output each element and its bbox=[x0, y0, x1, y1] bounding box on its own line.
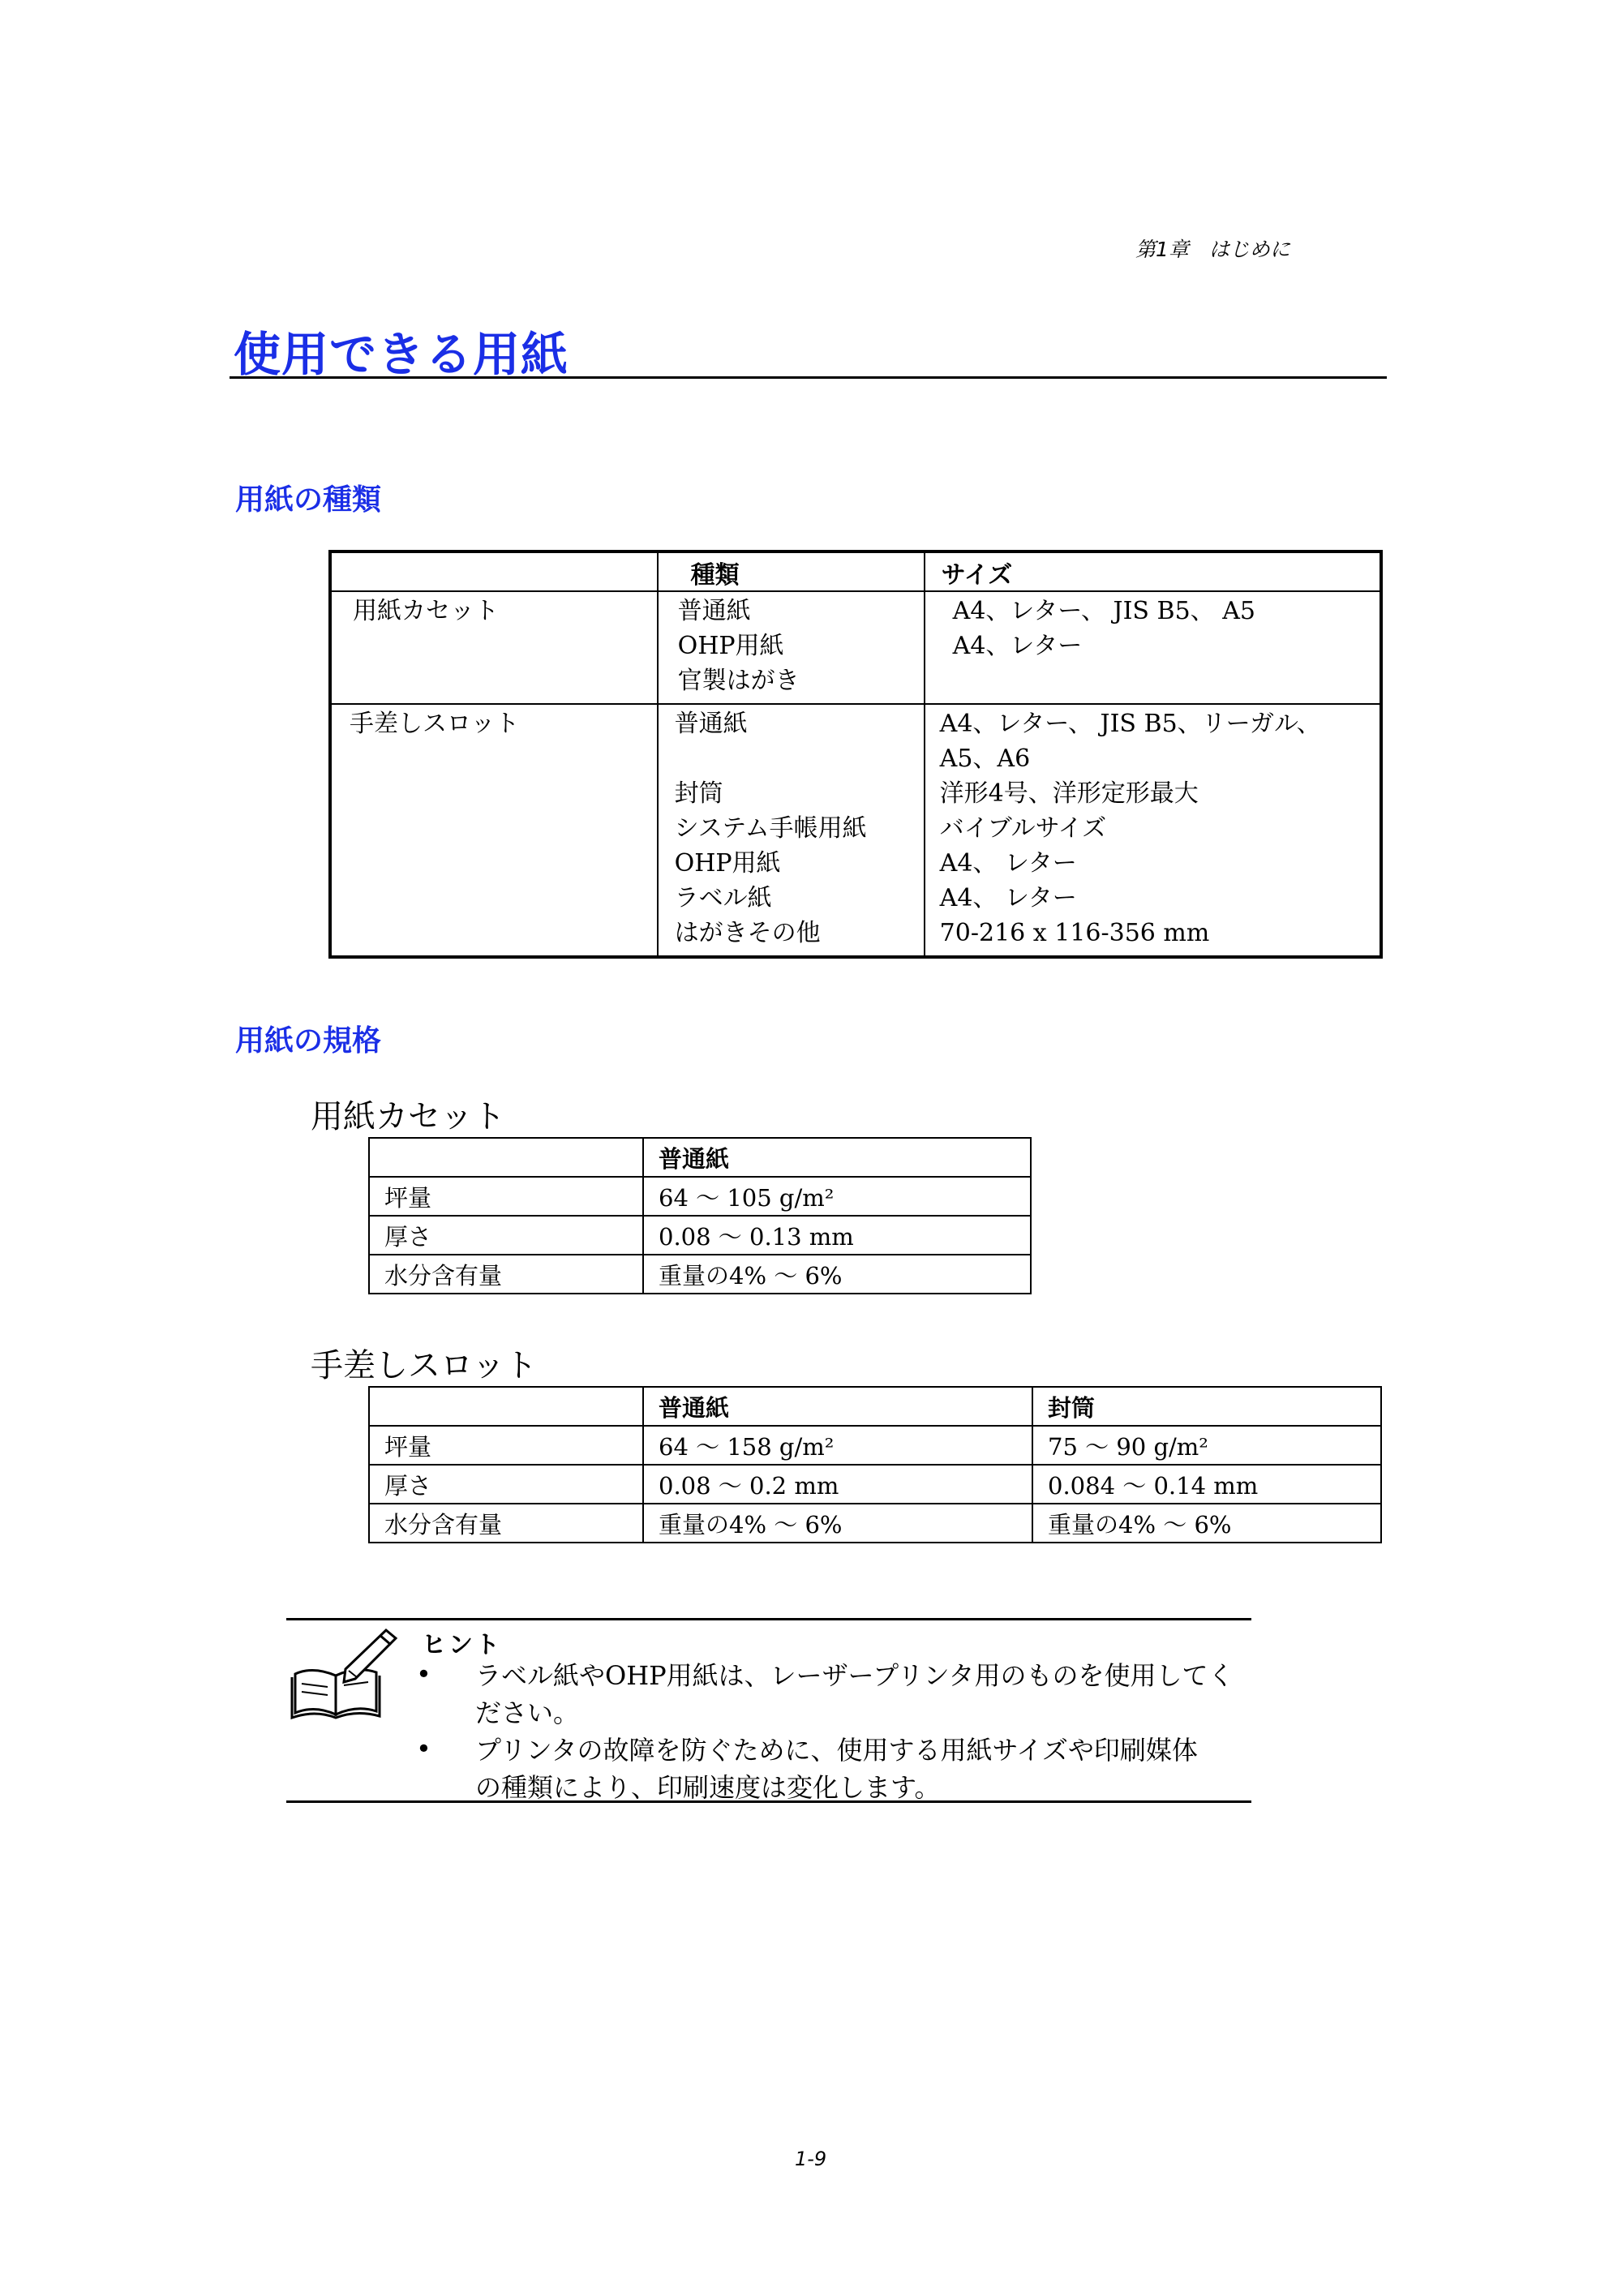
bullet-icon: • bbox=[416, 1733, 431, 1764]
hint-item bbox=[475, 1657, 1270, 1732]
section-heading-paper-types: 用紙の種類 bbox=[235, 483, 382, 517]
spec-label: 水分含有量 bbox=[369, 1504, 643, 1543]
spec-header-blank bbox=[369, 1138, 643, 1177]
paper-size: バイブルサイズ bbox=[939, 814, 1107, 843]
table-row bbox=[369, 1504, 1381, 1543]
hint-item bbox=[475, 1732, 1270, 1806]
bullet-icon: • bbox=[416, 1659, 431, 1689]
paper-size-cell bbox=[925, 704, 1381, 957]
chapter-header: 第1章 はじめに bbox=[1135, 238, 1290, 261]
hint-line: プリンタの故障を防ぐために、使用する用紙サイズや印刷媒体 bbox=[475, 1735, 1198, 1766]
paper-size: A4、 レター bbox=[939, 849, 1077, 878]
spec-label: 厚さ bbox=[369, 1465, 643, 1504]
spec-value: 重量の4% 〜 6% bbox=[643, 1255, 1031, 1294]
paper-type-cell bbox=[658, 591, 925, 704]
table-row bbox=[369, 1216, 1031, 1255]
paper-size: 70-216 x 116-356 mm bbox=[939, 919, 1210, 947]
paper-source-cell bbox=[330, 591, 658, 704]
spec-value: 0.08 〜 0.2 mm bbox=[643, 1465, 1032, 1504]
page-title: 使用できる用紙 bbox=[234, 327, 569, 382]
paper-type: OHP用紙 bbox=[674, 849, 781, 878]
spec-label: 厚さ bbox=[369, 1216, 643, 1255]
hint-top-rule bbox=[286, 1618, 1251, 1620]
spec-label: 水分含有量 bbox=[369, 1255, 643, 1294]
title-rule bbox=[230, 376, 1387, 379]
section-heading-paper-specs: 用紙の規格 bbox=[235, 1024, 382, 1058]
column-header-size: サイズ bbox=[925, 551, 1381, 591]
spec-label: 坪量 bbox=[369, 1177, 643, 1216]
paper-size: A4、レター、 JIS B5、リーガル、 bbox=[939, 710, 1321, 738]
table-row bbox=[369, 1426, 1381, 1465]
paper-type: 普通紙 bbox=[674, 710, 748, 738]
spec-value: 64 〜 158 g/m² bbox=[643, 1426, 1032, 1465]
table-row bbox=[330, 704, 1381, 957]
spec-value: 64 〜 105 g/m² bbox=[643, 1177, 1031, 1216]
paper-size-cell bbox=[925, 591, 1381, 704]
manual-slot-spec-table bbox=[368, 1386, 1382, 1543]
paper-type: ラベル紙 bbox=[674, 884, 772, 912]
hint-title: ヒント bbox=[422, 1631, 502, 1659]
table-row bbox=[330, 591, 1381, 704]
paper-types-table bbox=[328, 550, 1383, 959]
column-header-type: 種類 bbox=[658, 551, 925, 591]
paper-type: OHP用紙 bbox=[677, 632, 784, 660]
table-row bbox=[369, 1465, 1381, 1504]
paper-size: 洋形4号、洋形定形最大 bbox=[939, 779, 1199, 808]
paper-source-cell bbox=[330, 704, 658, 957]
spec-header-blank bbox=[369, 1387, 643, 1426]
spec-value: 75 〜 90 g/m² bbox=[1032, 1426, 1381, 1465]
hint-line: ラベル紙やOHP用紙は、レーザープリンタ用のものを使用してく bbox=[475, 1660, 1234, 1691]
paper-type: 官製はがき bbox=[677, 667, 800, 695]
spec-header-envelope: 封筒 bbox=[1032, 1387, 1381, 1426]
table-row bbox=[369, 1177, 1031, 1216]
table-row bbox=[369, 1255, 1031, 1294]
spec-label: 坪量 bbox=[369, 1426, 643, 1465]
subheading-manual-slot: 手差しスロット bbox=[311, 1347, 538, 1384]
paper-source-label: 用紙カセット bbox=[353, 597, 499, 625]
spec-value: 重量の4% 〜 6% bbox=[643, 1504, 1032, 1543]
paper-type: 普通紙 bbox=[677, 597, 751, 625]
paper-type: はがきその他 bbox=[674, 919, 821, 947]
paper-size: A5、A6 bbox=[939, 745, 1031, 773]
page-number: 1-9 bbox=[795, 2148, 827, 2170]
book-pencil-icon bbox=[289, 1624, 402, 1721]
spec-value: 0.084 〜 0.14 mm bbox=[1032, 1465, 1381, 1504]
column-header bbox=[330, 551, 658, 591]
cassette-spec-table bbox=[368, 1137, 1032, 1294]
paper-size: A4、レター、 JIS B5、 A5 bbox=[952, 597, 1255, 625]
hint-line: ださい。 bbox=[475, 1697, 580, 1728]
hint-line: の種類により、印刷速度は変化します。 bbox=[475, 1772, 941, 1803]
hint-bottom-rule bbox=[286, 1800, 1251, 1803]
spec-value: 0.08 〜 0.13 mm bbox=[643, 1216, 1031, 1255]
spec-header-plain-paper: 普通紙 bbox=[643, 1387, 1032, 1426]
paper-type-cell bbox=[658, 704, 925, 957]
paper-type: システム手帳用紙 bbox=[674, 814, 867, 843]
table-header-row bbox=[330, 551, 1381, 591]
paper-size: A4、レター bbox=[952, 632, 1083, 660]
paper-type bbox=[675, 741, 924, 776]
subheading-paper-cassette: 用紙カセット bbox=[311, 1098, 505, 1135]
spec-value: 重量の4% 〜 6% bbox=[1032, 1504, 1381, 1543]
paper-type: 封筒 bbox=[674, 779, 723, 808]
paper-size bbox=[953, 663, 1380, 698]
table-header-row bbox=[369, 1138, 1031, 1177]
paper-source-label: 手差しスロット bbox=[350, 710, 520, 738]
spec-header-plain-paper: 普通紙 bbox=[643, 1138, 1031, 1177]
paper-size: A4、 レター bbox=[939, 884, 1077, 912]
table-header-row bbox=[369, 1387, 1381, 1426]
